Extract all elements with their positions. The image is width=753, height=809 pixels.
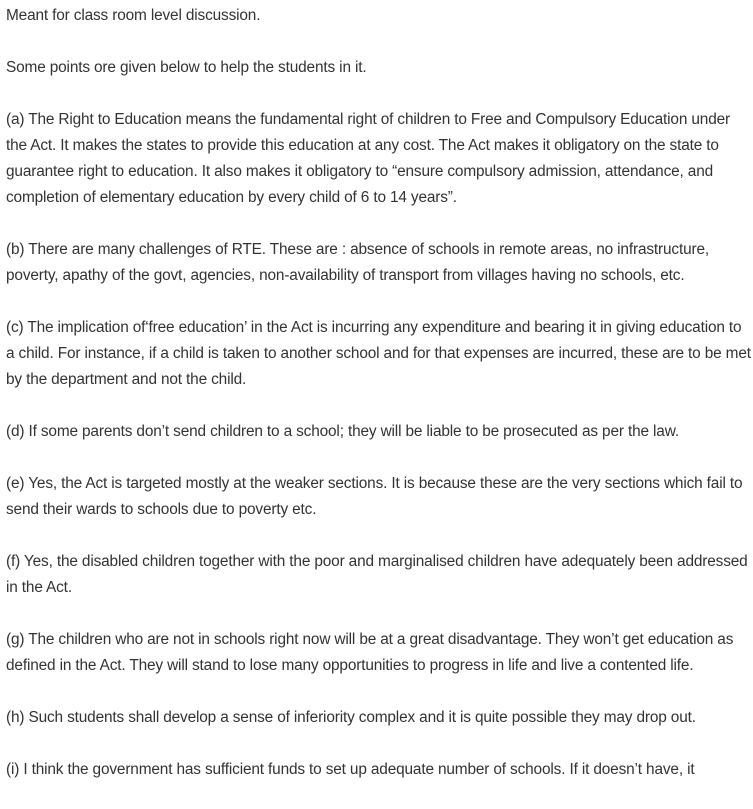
paragraph-i: (i) I think the government has sufficient funds to set up adequate number of schools. If it doesn’t have, it (6, 761, 695, 778)
paragraph-g: (g) The children who are not in schools right now will be at a great disadvantage. They won’t get education as defined in the Act. They will stand to lose many opportunities to progress in life and live a contented life. (6, 631, 734, 674)
document-body (6, 3, 751, 809)
paragraph-a: (a) The Right to Education means the fundamental right of children to Free and Compulsory Education under the Act. It makes the states to provide this education at any cost. The Act makes it obligatory on the state to guarantee right to education. It also makes it obligatory to “ensure compulsory admission, attendance, and completion of elementary education by every child of 6 to 14 years”. (6, 111, 730, 206)
paragraph-intro: Meant for class room level discussion. (6, 7, 261, 24)
paragraph-points-note: Some points ore given below to help the students in it. (6, 59, 367, 76)
paragraph-c: (c) The implication of‘free education’ in the Act is incurring any expenditure and bearing it in giving education to a child. For instance, if a child is taken to another school and for that expenses are incurred, these are to be met by the department and not the child. (6, 319, 751, 388)
paragraph-f: (f) Yes, the disabled children together with the poor and marginalised children have adequately been addressed in the Act. (6, 553, 748, 596)
paragraph-e: (e) Yes, the Act is targeted mostly at the weaker sections. It is because these are the very sections which fail to send their wards to schools due to poverty etc. (6, 475, 743, 518)
paragraph-d: (d) If some parents don’t send children to a school; they will be liable to be prosecuted as per the law. (6, 423, 679, 440)
paragraph-b: (b) There are many challenges of RTE. These are : absence of schools in remote areas, no infrastructure, poverty, apathy of the govt, agencies, non-availability of transport from villages having no schools, etc. (6, 241, 709, 284)
paragraph-h: (h) Such students shall develop a sense of inferiority complex and it is quite possible they may drop out. (6, 709, 696, 726)
